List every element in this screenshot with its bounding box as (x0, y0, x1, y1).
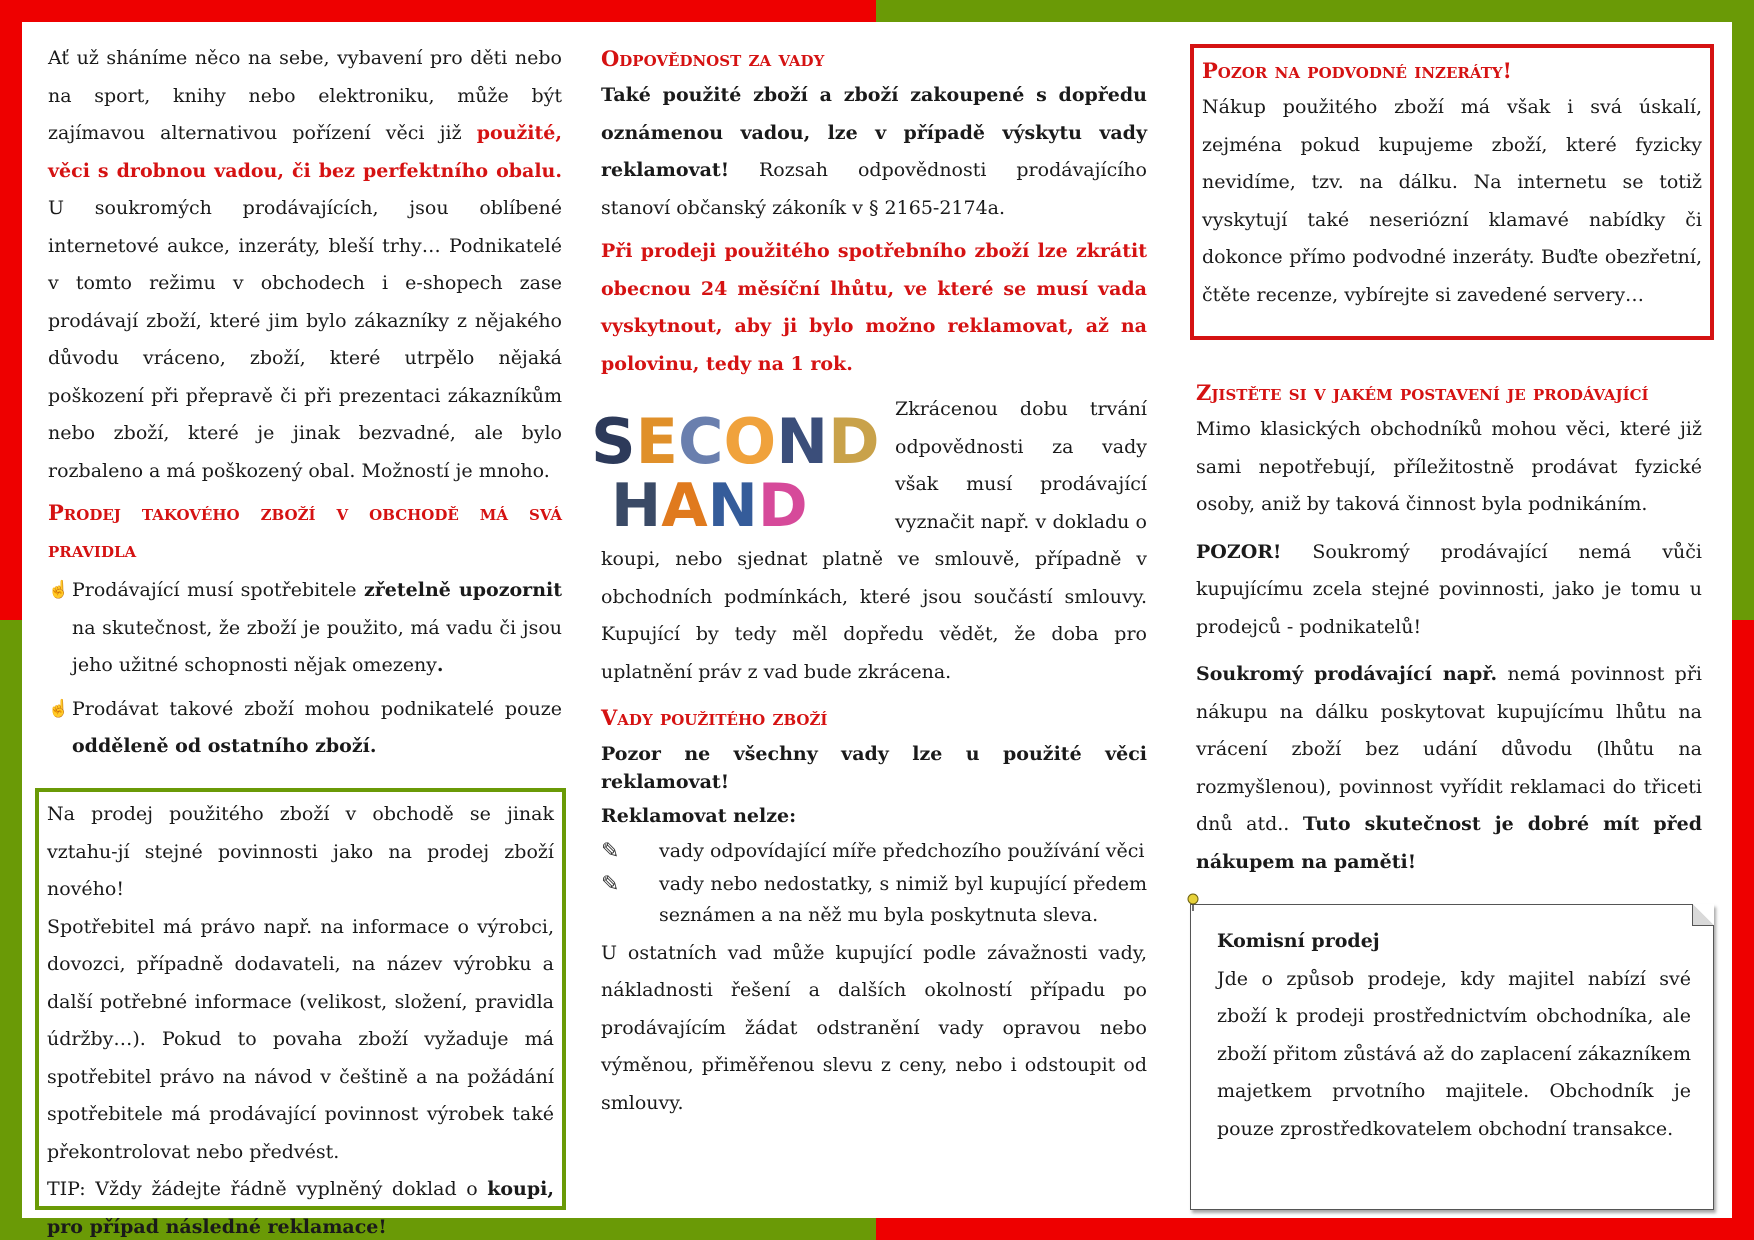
private-seller-warning (1196, 534, 1702, 647)
logo-line-1: SECOND (591, 405, 880, 478)
heading-seller-status: Zjistěte si v jakém postavení je prodávající (1196, 380, 1649, 405)
logo-line-2: HAND (611, 471, 808, 531)
liability-emphasis: Také použité zboží a zboží zakoupené s dopředu oznámenou vadou, lze v případě výskytu vady reklamovat! (601, 84, 1147, 181)
rule-text: Prodávající musí spotřebitele (72, 579, 364, 601)
rules-list (48, 572, 562, 766)
other-defects-paragraph: U ostatních vad může kupující podle závažnosti vady, nákladnosti řešení a dalších okolností případu po prodávajícím žádat odstranění vady opravou nebo výměnou, přiměřenou slevu z ceny, nebo i odstoupit od smlouvy. (601, 941, 1147, 1114)
fraud-warning-text: Nákup použitého zboží má však i svá úskalí, zejména pokud kupujeme zboží, které fyzicky nevidíme, tzv. na dálku. Na internetu se totiž vyskytují také neseriózní klamavé nabídky či dokonce přímo podvodné inzeráty. Buďte obezřetní, čtěte recenze, vybírejte si zavedené servery… (1202, 96, 1702, 306)
folded-corner (1692, 904, 1714, 926)
warning-text: Soukromý prodávající nemá vůči kupujícímu zcela stejné povinnosti, jako je tomu u prodejců - podnikatelů! (1196, 540, 1702, 638)
rule-period: . (436, 654, 444, 676)
cannot-claim-item: vady nebo nedostatky, s nimiž byl kupující předem seznámen a na něž mu byla poskytnuta sleva. (659, 872, 1147, 926)
heading-fraud-warning: Pozor na podvodné inzeráty! (1202, 58, 1512, 83)
heading-sale-rules: Prodej takového zboží v obchodě má svá pravidla (48, 500, 562, 562)
second-hand-section (591, 391, 1147, 691)
cannot-claim-item: vady odpovídající míře předchozího používání věci (659, 839, 1145, 862)
defects-warning: Pozor ne všechny vady lze u použité věci reklamovat! (601, 743, 1147, 793)
second-hand-logo-image (589, 401, 881, 531)
tip-text: TIP: Vždy žádejte řádně vyplněný doklad o (47, 1178, 488, 1200)
pen-icon: ✎ (601, 838, 620, 864)
liability-paragraph (601, 77, 1147, 227)
duties-text: nemá povinnost při nákupu na dálku poskytovat kupujícímu lhůtu na vrácení zboží bez udání důvodu (lhůtu na rozmyšlenou), povinnost vyřídit reklamaci do třiceti dnů atd.. (1196, 663, 1703, 835)
duties-emphasis: Tuto skutečnost je dobré mít před nákupem na paměti! (1196, 813, 1703, 873)
shortened-period-info: Zkrácenou dobu trvání odpovědnosti za vady však musí prodávající vyznačit např. v dokladu o koupi, nebo sjednat platně ve smlouvě, případně v obchodních podmínkách, které jsou součástí smlouvy. Kupující by tedy měl dopředu vědět, že doba pro uplatnění práv z vad bude zkrácena. (601, 398, 1147, 683)
warning-box-red (1190, 44, 1714, 340)
column-middle (591, 40, 1147, 1122)
heading-liability: Odpovědnost za vady (601, 46, 825, 71)
rule-text-continued: na skutečnost, že zboží je použito, má vadu či jsou jeho užitné schopnosti nějak omezeny (72, 616, 562, 676)
second-hand-logo (589, 401, 881, 531)
rule-emphasis: zřetelně upozornit (363, 579, 562, 601)
note-text: Jde o způsob prodeje, kdy majitel nabízí své zboží k prodeji prostřednictvím obchodníka, ale zboží přitom zůstává až do zaplacení zákazníkem majetkem prvotního majitele. Obchodník je pouze zprostředkovatelem obchodní transakce. (1217, 967, 1691, 1140)
note-title: Komisní prodej (1217, 930, 1380, 952)
intro-highlight: použité, věci s drobnou vadou, či bez perfektního obalu. (48, 122, 562, 182)
list-item (48, 572, 562, 685)
warning-label: POZOR! (1196, 540, 1282, 563)
info-box-green (35, 788, 566, 1238)
shortened-period-paragraph: Při prodeji použitého spotřebního zboží lze zkrátit obecnou 24 měsíční lhůtu, ve které se musí vada vyskytnout, aby ji bylo možno reklamovat, až na polovinu, tedy na 1 rok. (601, 240, 1147, 375)
greenbox-paragraph-1: Na prodej použitého zboží v obchodě se jinak vztahu-jí stejné povinnosti jako na prodej zboží nového! (47, 803, 554, 900)
heading-defects: Vady použitého zboží (601, 705, 828, 730)
intro-paragraph (48, 40, 562, 490)
cannot-claim-list (601, 836, 1147, 931)
column-right (1196, 374, 1702, 881)
cannot-claim-label: Reklamovat nelze: (601, 805, 797, 827)
tip-paragraph (47, 1171, 554, 1240)
rule-emphasis: odděleně od ostatního zboží. (72, 735, 377, 757)
pushpin-icon (1186, 893, 1200, 911)
list-item (601, 836, 1147, 867)
tip-emphasis: koupi, pro případ následné reklamace! (47, 1178, 554, 1238)
rule-text: Prodávat takové zboží mohou podnikatelé pouze (72, 697, 562, 720)
greenbox-paragraph-2: Spotřebitel má právo např. na informace o výrobci, dovozci, případně dodavateli, na název výrobku a další potřebné informace (velikost, složení, pravidla údržby…). Pokud to povaha zboží vyžaduje má spotřebitel právo na návod v češtině a na požádání spotřebitele má prodávající povinnost výrobek také překontrolovat nebo předvést. (47, 915, 554, 1163)
liability-text: Rozsah odpovědnosti prodávajícího stanoví občanský zákoník v § 2165-2174a. (601, 159, 1147, 219)
hand-pointer-icon: ☝ (48, 698, 70, 719)
intro-text: Ať už sháníme něco na sebe, vybavení pro děti nebo na sport, knihy nebo elektroniku, může být zajímavou alternativou pořízení věci již (48, 47, 562, 144)
duties-label: Soukromý prodávající např. (1196, 663, 1498, 685)
seller-status-paragraph: Mimo klasických obchodníků mohou věci, které již sami nepotřebují, příležitostně prodávat fyzické osoby, aniž by taková činnost byla podnikáním. (1196, 418, 1702, 515)
private-seller-duties (1196, 656, 1702, 881)
list-item (48, 691, 562, 766)
intro-text-continued: U soukromých prodávajících, jsou oblíbené internetové aukce, inzeráty, bleší trhy… Podnikatelé v tomto režimu v obchodech i e-shopech zase prodávají zboží, které jim bylo zákazníky z nějakého důvodu vráceno, zboží, které utrpělo nějaká poškození při přepravě či při prezentaci zákazníkům nebo zboží, které je jinak bezvadné, ale bylo rozbaleno a má poškozený obal. Možností je mnoho. (48, 197, 562, 482)
column-left (48, 40, 562, 766)
hand-pointer-icon: ☝ (48, 580, 70, 600)
note-consignment-sale (1190, 904, 1714, 1210)
list-item (601, 869, 1147, 931)
pen-icon: ✎ (601, 871, 620, 897)
